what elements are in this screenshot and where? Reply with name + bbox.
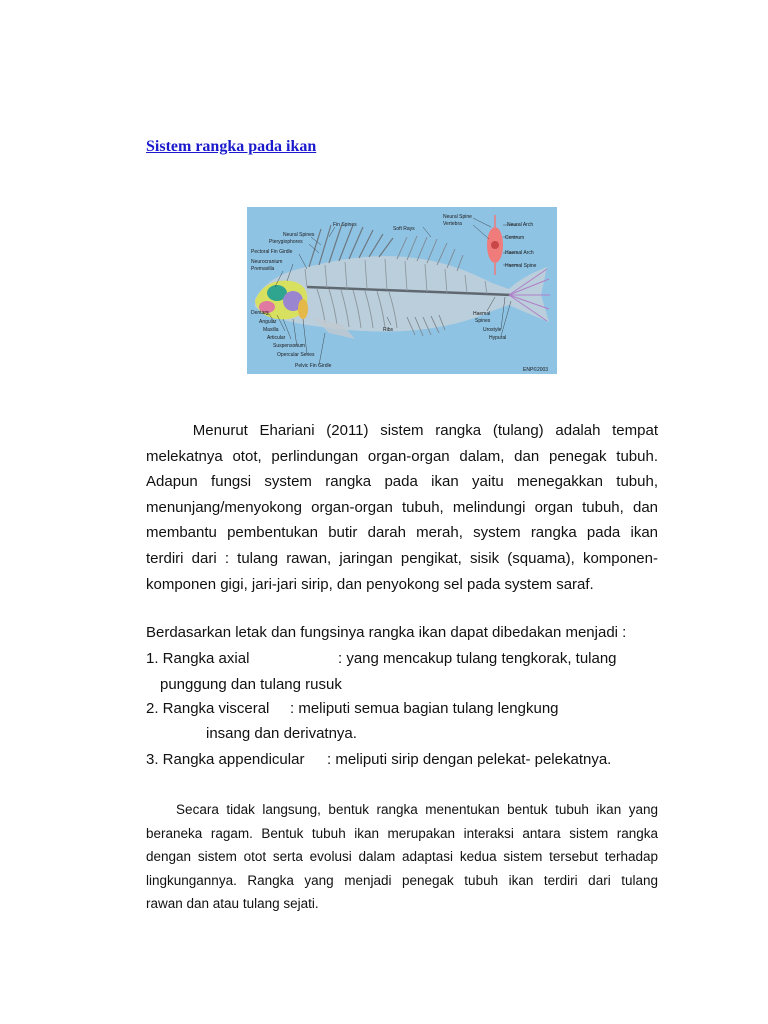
paragraph-line: Secara tidak langsung, bentuk rangka menentukan bentuk tubuh ikan yang	[146, 802, 658, 817]
list-item-3-term: 3. Rangka appendicular	[146, 751, 305, 768]
label-vertebra: Vertebra	[443, 221, 462, 227]
list-item-2-term: 2. Rangka visceral	[146, 700, 270, 717]
paragraph-line: melekatnya otot, perlindungan organ-organ dalam, dan penegak tubuh.	[146, 447, 658, 465]
label-spines: Spines	[475, 318, 491, 324]
label-neural-spine: Neural Spine	[443, 214, 472, 220]
classification-intro: Berdasarkan letak dan fungsinya rangka ikan dapat dibedakan menjadi :	[146, 624, 627, 641]
label-centrum: Centrum	[505, 235, 525, 241]
list-item-2-desc: : meliputi semua bagian tulang lengkung	[290, 700, 559, 717]
label-suspensorium: Suspensorium	[273, 343, 305, 349]
label-articular: Articular	[267, 335, 286, 341]
label-fin-spines: Fin Spines	[333, 222, 357, 228]
label-ribs: Ribs	[383, 327, 394, 333]
paragraph-line: membantu pembentukan butir darah merah, system rangka pada ikan	[146, 524, 658, 542]
label-premaxilla: Premaxilla	[251, 266, 275, 272]
paragraph-line: komponen gigi, jari-jari sirip, dan penyokong sel pada system saraf.	[146, 575, 594, 593]
list-item-1-term: 1. Rangka axial	[146, 650, 250, 667]
label-hypural: Hypural	[489, 335, 507, 341]
label-pelvic-fin-girdle: Pelvic Fin Girdle	[295, 363, 332, 369]
label-dentary: Dentary	[251, 310, 269, 316]
document-title[interactable]: Sistem rangka pada ikan	[146, 138, 317, 155]
paragraph-line: beraneka ragam. Bentuk tubuh ikan merupakan interaksi antara sistem rangka	[146, 825, 658, 841]
label-angular: Angular	[259, 319, 277, 325]
label-opercular-series: Opercular Series	[277, 352, 315, 358]
paragraph-line: terdiri dari : tulang rawan, jaringan pengikat, sisik (squama), komponen-	[146, 549, 658, 567]
label-maxilla: Maxilla	[263, 327, 279, 333]
label-credit: ENP©2003	[523, 367, 549, 373]
label-pectoral-fin-girdle: Pectoral Fin Girdle	[251, 249, 293, 255]
label-neurocranium: Neurocranium	[251, 259, 283, 265]
paragraph-line: Menurut Ehariani (2011) sistem rangka (tulang) adalah tempat	[146, 422, 658, 439]
label-urostyle: Urostyle	[483, 327, 502, 333]
label-neural-spines: Neural Spines	[283, 232, 315, 238]
paragraph-body-shape	[146, 798, 658, 916]
paragraph-line: Adapun fungsi system rangka pada ikan yaitu menegakkan tubuh,	[146, 473, 658, 491]
fish-skeleton-illustration	[247, 207, 557, 374]
label-neural-arch: Neural Arch	[507, 222, 534, 228]
label-soft-rays: Soft Rays	[393, 226, 415, 232]
paragraph-line: menunjang/menyokong organ-organ tubuh, melindungi organ tubuh, dan	[146, 498, 658, 516]
paragraph-line: lingkungannya. Rangka yang menjadi penegak tubuh ikan terdiri dari tulang	[146, 872, 658, 888]
fish-skeleton-figure	[247, 207, 557, 374]
label-haemal: Haemal	[473, 311, 491, 317]
list-item-1-cont: punggung dan tulang rusuk	[160, 676, 342, 693]
label-pterygiophores: Pterygiophores	[269, 239, 303, 245]
label-haemal-arch: Haemal Arch	[505, 250, 534, 256]
list-item-2-cont: insang dan derivatnya.	[206, 725, 357, 742]
list-item-3-desc: : meliputi sirip dengan pelekat- pelekatnya.	[327, 751, 612, 768]
paragraph-definition	[146, 418, 658, 597]
paragraph-line: rawan dan atau tulang sejati.	[146, 896, 319, 911]
list-item-1-desc: : yang mencakup tulang tengkorak, tulang	[338, 650, 617, 667]
label-haemal-spine: Haemal Spine	[505, 263, 537, 269]
paragraph-line: dengan sistem otot serta evolusi dalam adaptasi kedua sistem tersebut terhadap	[146, 849, 658, 864]
